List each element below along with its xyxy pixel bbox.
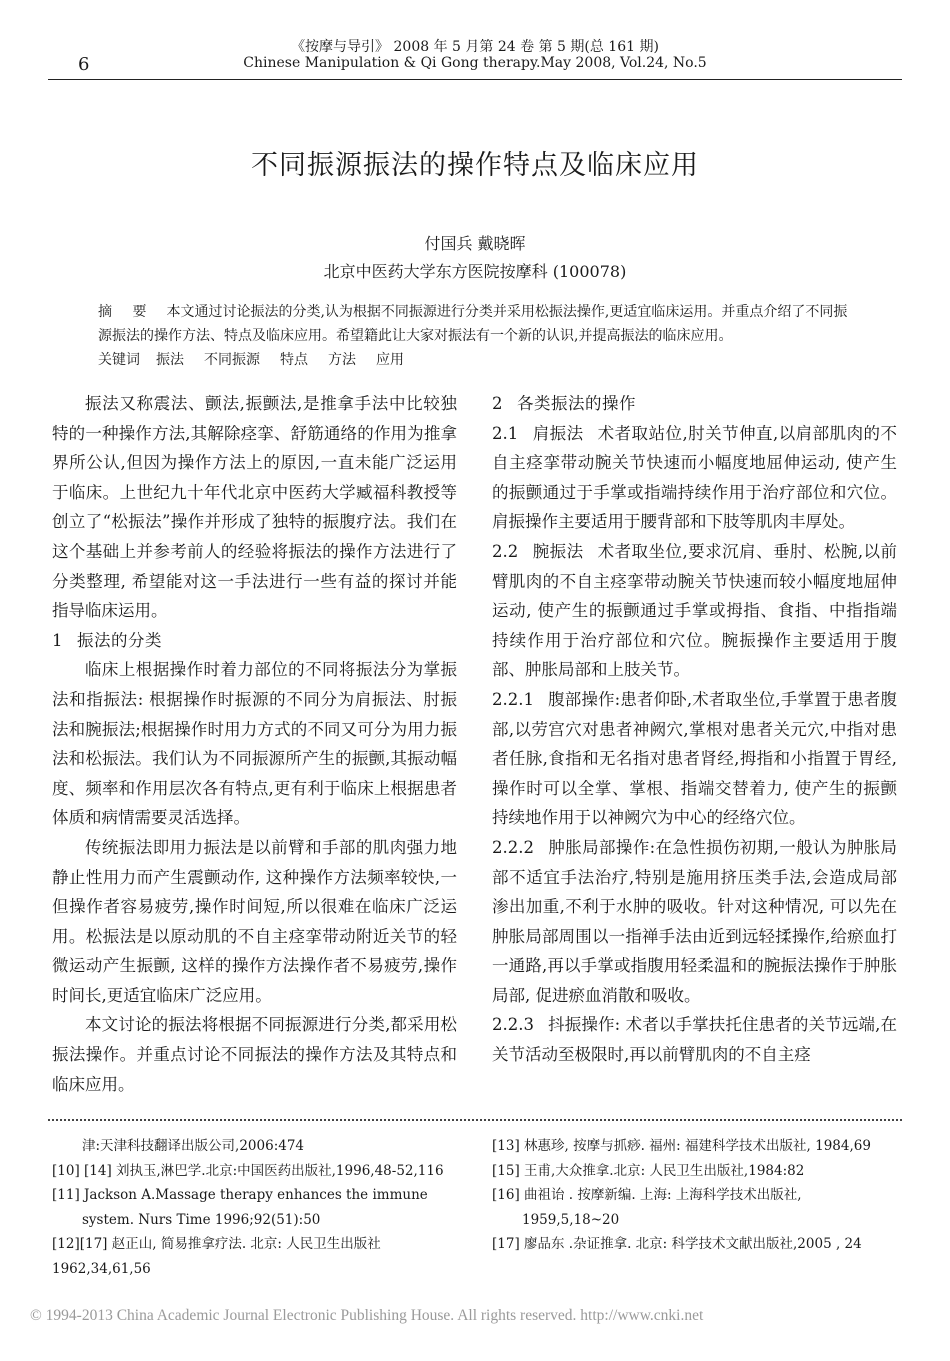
reference-text: 赵正山, 简易推拿疗法. 北京: 人民卫生出版社 1962,34,61,56 bbox=[52, 1236, 381, 1277]
subsection-paragraph bbox=[492, 1010, 897, 1069]
subsection-number: 2.2.2 bbox=[492, 837, 534, 857]
reference-item bbox=[492, 1134, 892, 1159]
subsection-number: 2.2.3 bbox=[492, 1015, 534, 1035]
abstract-label: 摘 要 bbox=[98, 304, 155, 320]
keyword: 不同振源 bbox=[204, 352, 260, 368]
reference-text: 王甫,大众推拿.北京: 人民卫生出版社,1984:82 bbox=[524, 1162, 805, 1179]
section-heading bbox=[492, 389, 897, 419]
article-title: 不同振源振法的操作特点及临床应用 bbox=[251, 150, 699, 181]
section-title: 各类振法的操作 bbox=[517, 394, 636, 413]
page-number: 6 bbox=[78, 54, 90, 75]
reference-item bbox=[52, 1159, 452, 1184]
section-heading bbox=[52, 626, 457, 656]
subsection-paragraph bbox=[492, 537, 897, 685]
subsection-text: 腹部操作:患者仰卧,术者取坐位,手掌置于患者腹部,以劳宫穴对患者神阙穴,掌根对患者关元穴,中指对患者任脉,食指和无名指对患者肾经,拇指和小指置于胃经,操作时可以全掌、掌根、指端交替着力, 使产生的振颤持续地作用于以神阙穴为中心的经络穴位。 bbox=[492, 689, 897, 828]
subsection-number: 2.1 bbox=[492, 423, 519, 443]
reference-label: [10] [14] bbox=[52, 1162, 112, 1179]
subsection-text: 术者取站位,肘关节伸直,以肩部肌肉的不自主痉挛带动腕关节快速而小幅度地屈伸运动, 使产生的振颤通过于手掌或指端持续作用于治疗部位和穴位。肩振操作主要适用于腰背部和下肢等肌肉丰厚处。 bbox=[492, 423, 898, 532]
keyword: 应用 bbox=[376, 352, 404, 368]
references-right bbox=[492, 1134, 892, 1257]
reference-text: Jackson A.Massage therapy enhances the immune system. Nurs Time 1996;92(51):50 bbox=[82, 1187, 428, 1228]
reference-item bbox=[52, 1232, 452, 1281]
references-divider bbox=[48, 1119, 902, 1121]
journal-header-en: Chinese Manipulation & Qi Gong therapy.May 2008, Vol.24, No.5 bbox=[243, 55, 707, 71]
copyright-footer: © 1994-2013 China Academic Journal Electronic Publishing House. All rights reserved. http://www.cnki.net bbox=[30, 1307, 704, 1324]
affiliation: 北京中医药大学东方医院按摩科 (100078) bbox=[323, 262, 627, 281]
reference-text: 曲祖诒 . 按摩新编. 上海: 上海科学技术出版社, 1959,5,18~20 bbox=[522, 1187, 802, 1228]
subsection-title: 腕振法 bbox=[532, 541, 584, 561]
section-number: 1 bbox=[52, 630, 63, 650]
reference-label: [12][17] bbox=[52, 1236, 108, 1252]
intro-paragraph: 振法又称震法、颤法,振颤法,是推拿手法中比较独特的一种操作方法,其解除痉挛、舒筋通络的作用为推拿界所公认,但因为操作方法上的原因,一直未能广泛运用于临床。上世纪九十年代北京中医药大学臧福科教授等创立了“松振法”操作并形成了独特的振腹疗法。我们在这个基础上并参考前人的经验将振法的操作方法进行了分类整理, 希望能对这一手法进行一些有益的探讨并能指导临床运用。 bbox=[52, 394, 457, 621]
reference-label: [17] bbox=[492, 1236, 520, 1252]
abstract-block bbox=[98, 300, 850, 372]
reference-item bbox=[52, 1134, 452, 1159]
subsection-paragraph bbox=[492, 685, 897, 833]
subsection-title: 肩振法 bbox=[532, 423, 584, 443]
section-title: 振法的分类 bbox=[77, 630, 162, 650]
right-column bbox=[492, 389, 897, 1070]
subsection-paragraph bbox=[492, 833, 897, 1011]
reference-item bbox=[52, 1183, 452, 1232]
journal-header-cn: 《按摩与导引》 2008 年 5 月第 24 卷 第 5 期(总 161 期) bbox=[291, 39, 659, 55]
reference-text: 廖品东 .杂证推拿. 北京: 科学技术文献出版社,2005 , 24 bbox=[524, 1236, 862, 1252]
keyword: 振法 bbox=[156, 352, 184, 368]
keyword: 方法 bbox=[328, 352, 356, 368]
keyword: 特点 bbox=[280, 352, 308, 368]
subsection-number: 2.2.1 bbox=[492, 689, 534, 709]
reference-item bbox=[492, 1159, 892, 1184]
subsection-number: 2.2 bbox=[492, 541, 519, 561]
reference-text: 津:天津科技翻译出版公司,2006:474 bbox=[82, 1138, 305, 1154]
subsection-text: 抖振操作: 术者以手掌扶托住患者的关节远端,在关节活动至极限时,再以前臂肌肉的不自主痉 bbox=[492, 1015, 897, 1065]
reference-label: [15] bbox=[492, 1162, 520, 1179]
reference-label: [13] bbox=[492, 1138, 520, 1154]
reference-label: [16] bbox=[492, 1187, 520, 1203]
body-paragraph: 本文讨论的振法将根据不同振源进行分类,都采用松振法操作。并重点讨论不同振法的操作方法及其特点和临床应用。 bbox=[52, 1015, 457, 1094]
subsection-text: 肿胀局部操作:在急性损伤初期,一般认为肿胀局部不适宜手法治疗,特别是施用挤压类手法,会造成局部渗出加重,不利于水肿的吸收。针对这种情况, 可以先在肿胀局部周围以一指禅手法由近到远轻揉操作,给瘀血打一通路,再以手掌或指腹用轻柔温和的腕振法操作于肿胀局部, 促进瘀血消散和吸收。 bbox=[492, 837, 897, 1005]
keywords bbox=[98, 348, 850, 372]
left-column bbox=[52, 389, 457, 1099]
authors: 付国兵 戴晓晖 bbox=[424, 234, 526, 253]
header-rule bbox=[48, 79, 902, 80]
reference-label: [11] bbox=[52, 1187, 80, 1203]
keywords-label: 关键词 bbox=[98, 352, 140, 368]
abstract-text: 本文通过讨论振法的分类,认为根据不同振源进行分类并采用松振法操作,更适宜临床运用。并重点介绍了不同振源振法的操作方法、特点及临床应用。希望籍此让大家对振法有一个新的认识,并提高振法的临床应用。 bbox=[98, 304, 848, 344]
body-paragraph: 传统振法即用力振法是以前臂和手部的肌肉强力地静止性用力而产生震颤动作, 这种操作方法频率较快,一但操作者容易疲劳,操作时间短,所以很难在临床广泛运用。松振法是以原动肌的不自主痉挛带动附近关节的轻微运动产生振颤, 这样的操作方法操作者不易疲劳,操作时间长,更适宜临床广泛应用。 bbox=[52, 837, 457, 1005]
reference-item bbox=[492, 1232, 892, 1257]
subsection-text: 术者取坐位,要求沉肩、垂肘、松腕,以前臂肌肉的不自主痉挛带动腕关节快速而较小幅度地屈伸运动, 使产生的振颤通过手掌或拇指、食指、中指指端持续作用于治疗部位和穴位。腕振操作主要适用于腹部、肿胀局部和上肢关节。 bbox=[492, 541, 898, 680]
subsection-paragraph bbox=[492, 419, 897, 537]
reference-item bbox=[492, 1183, 892, 1232]
references-left bbox=[52, 1134, 452, 1281]
section-number: 2 bbox=[492, 394, 503, 413]
reference-text: 刘执玉,淋巴学.北京:中国医药出版社,1996,48-52,116 bbox=[116, 1162, 444, 1179]
reference-text: 林惠珍, 按摩与抓痧. 福州: 福建科学技术出版社, 1984,69 bbox=[524, 1138, 871, 1154]
abstract bbox=[98, 300, 850, 348]
body-paragraph: 临床上根据操作时着力部位的不同将振法分为掌振法和指振法: 根据操作时振源的不同分为肩振法、肘振法和腕振法;根据操作时用力方式的不同又可分为用力振法和松振法。我们认为不同振源所产生的振颤,其振动幅度、频率和作用层次各有特点,更有利于临床上根据患者体质和病情需要灵活选择。 bbox=[52, 660, 457, 828]
